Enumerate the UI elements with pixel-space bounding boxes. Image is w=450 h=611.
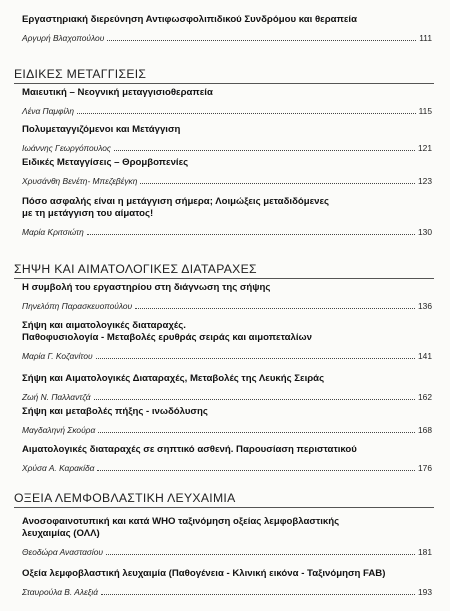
toc-entry <box>22 87 432 116</box>
section-divider <box>14 278 434 279</box>
toc-entry <box>22 14 432 43</box>
author-line <box>22 105 432 116</box>
entry-title: Σήψη και Αιματολογικές Διαταραχές, Μεταβολές της Λευκής Σειράς <box>22 373 325 384</box>
dot-leader <box>87 234 415 235</box>
entry-page-number: 141 <box>418 351 432 361</box>
toc-entry <box>22 568 432 597</box>
toc-entry <box>22 320 432 361</box>
entry-page-number: 193 <box>418 587 432 597</box>
author-line <box>22 586 432 597</box>
entry-author: Θεοδώρα Αναστασίου <box>22 547 104 557</box>
entry-page-number: 123 <box>418 176 432 186</box>
entry-title-line: λευχαιμίας (ΟΛΛ) <box>22 528 100 539</box>
toc-entry <box>22 373 432 402</box>
entry-author: Μαρία Κριτσιώτη <box>22 227 84 237</box>
toc-entry <box>22 196 432 237</box>
entry-title-line: Παθοφυσιολογία - Μεταβολές ερυθράς σειράς και αιμοπεταλίων <box>22 332 312 343</box>
entry-title: Σήψη και μεταβολές πήξης - ινωδόλυσης <box>22 406 208 417</box>
section-heading: ΣΗΨΗ ΚΑΙ ΑΙΜΑΤΟΛΟΓΙΚΕΣ ΔΙΑΤΑΡΑΧΕΣ <box>14 262 257 276</box>
toc-entry <box>22 124 432 153</box>
author-line <box>22 424 432 435</box>
entry-page-number: 181 <box>418 547 432 557</box>
dot-leader <box>94 399 416 400</box>
toc-entry <box>22 516 432 557</box>
entry-title: Η συμβολή του εργαστηρίου στη διάγνωση της σήψης <box>22 282 271 293</box>
author-line <box>22 462 432 473</box>
entry-title-line: Πόσο ασφαλής είναι η μετάγγιση σήμερα; Λοιμώξεις μεταδιδόμενες <box>22 196 330 207</box>
entry-page-number: 121 <box>418 143 432 153</box>
entry-author: Ζωή Ν. Παλλαντζά <box>22 392 91 402</box>
section-divider <box>14 83 434 84</box>
entry-author: Μαρία Γ. Κοζανίτου <box>22 351 93 361</box>
entry-author: Μαγδαληνή Σκούρα <box>22 425 96 435</box>
toc-entry <box>22 157 432 186</box>
entry-page-number: 115 <box>418 106 432 116</box>
dot-leader <box>135 308 415 309</box>
entry-title-line: με τη μετάγγιση του αίματος! <box>22 208 154 219</box>
entry-author: Σταυρούλα Β. Αλεξιά <box>22 587 99 597</box>
entry-title: Οξεία λεμφοβλαστική λευχαιμία (Παθογένεια - Κλινική εικόνα - Ταξινόμηση FAB) <box>22 568 386 579</box>
entry-title-line: Ανοσοφαινοτυπική και κατά WHO ταξινόμηση οξείας λεμφοβλαστικής <box>22 516 340 527</box>
toc-entry <box>22 444 432 473</box>
dot-leader <box>98 432 415 433</box>
dot-leader <box>101 594 415 595</box>
author-line <box>22 546 432 557</box>
author-line <box>22 32 432 43</box>
dot-leader <box>97 470 415 471</box>
toc-entry <box>22 282 432 311</box>
entry-page-number: 111 <box>419 33 432 43</box>
dot-leader <box>114 150 415 151</box>
entry-author: Χρυσάνθη Βενέτη- Μπεζεβέγκη <box>22 176 138 186</box>
entry-page-number: 168 <box>418 425 432 435</box>
author-line <box>22 300 432 311</box>
author-line <box>22 391 432 402</box>
entry-author: Χρύσα Α. Καρακίδα <box>22 463 95 473</box>
dot-leader <box>106 554 415 555</box>
author-line <box>22 350 432 361</box>
dot-leader <box>96 358 415 359</box>
section-heading: ΕΙΔΙΚΕΣ ΜΕΤΑΓΓΙΣΕΙΣ <box>14 67 147 81</box>
entry-title: Μαιευτική – Νεογνική μεταγγισιοθεραπεία <box>22 87 213 98</box>
section-heading: ΟΞΕΙΑ ΛΕΜΦΟΒΛΑΣΤΙΚΗ ΛΕΥΧΑΙΜΙΑ <box>14 491 236 505</box>
entry-page-number: 176 <box>418 463 432 473</box>
author-line <box>22 226 432 237</box>
entry-title: Εργαστηριακή διερεύνηση Αντιφωσφολιπιδικού Συνδρόμου και θεραπεία <box>22 14 357 25</box>
entry-page-number: 136 <box>418 301 432 311</box>
entry-title-line: Σήψη και αιματολογικές διαταραχές. <box>22 320 186 331</box>
dot-leader <box>140 183 415 184</box>
entry-author: Λένα Παμφίλη <box>22 106 75 116</box>
entry-title: Πολυμεταγγιζόμενοι και Μετάγγιση <box>22 124 181 135</box>
entry-title: Ειδικές Μεταγγίσεις – Θρομβοπενίες <box>22 157 189 168</box>
entry-page-number: 162 <box>418 392 432 402</box>
section-divider <box>14 507 434 508</box>
author-line <box>22 175 432 186</box>
entry-author: Αργυρή Βλαχοπούλου <box>22 33 105 43</box>
dot-leader <box>77 113 416 114</box>
author-line <box>22 142 432 153</box>
entry-author: Πηνελόπη Παρασκευοπούλου <box>22 301 133 311</box>
toc-entry <box>22 406 432 435</box>
entry-author: Ιωάννης Γεωργόπουλος <box>22 143 111 153</box>
dot-leader <box>107 40 416 41</box>
entry-title: Αιματολογικές διαταραχές σε σηπτικό ασθενή. Παρουσίαση περιστατικού <box>22 444 357 455</box>
entry-page-number: 130 <box>418 227 432 237</box>
